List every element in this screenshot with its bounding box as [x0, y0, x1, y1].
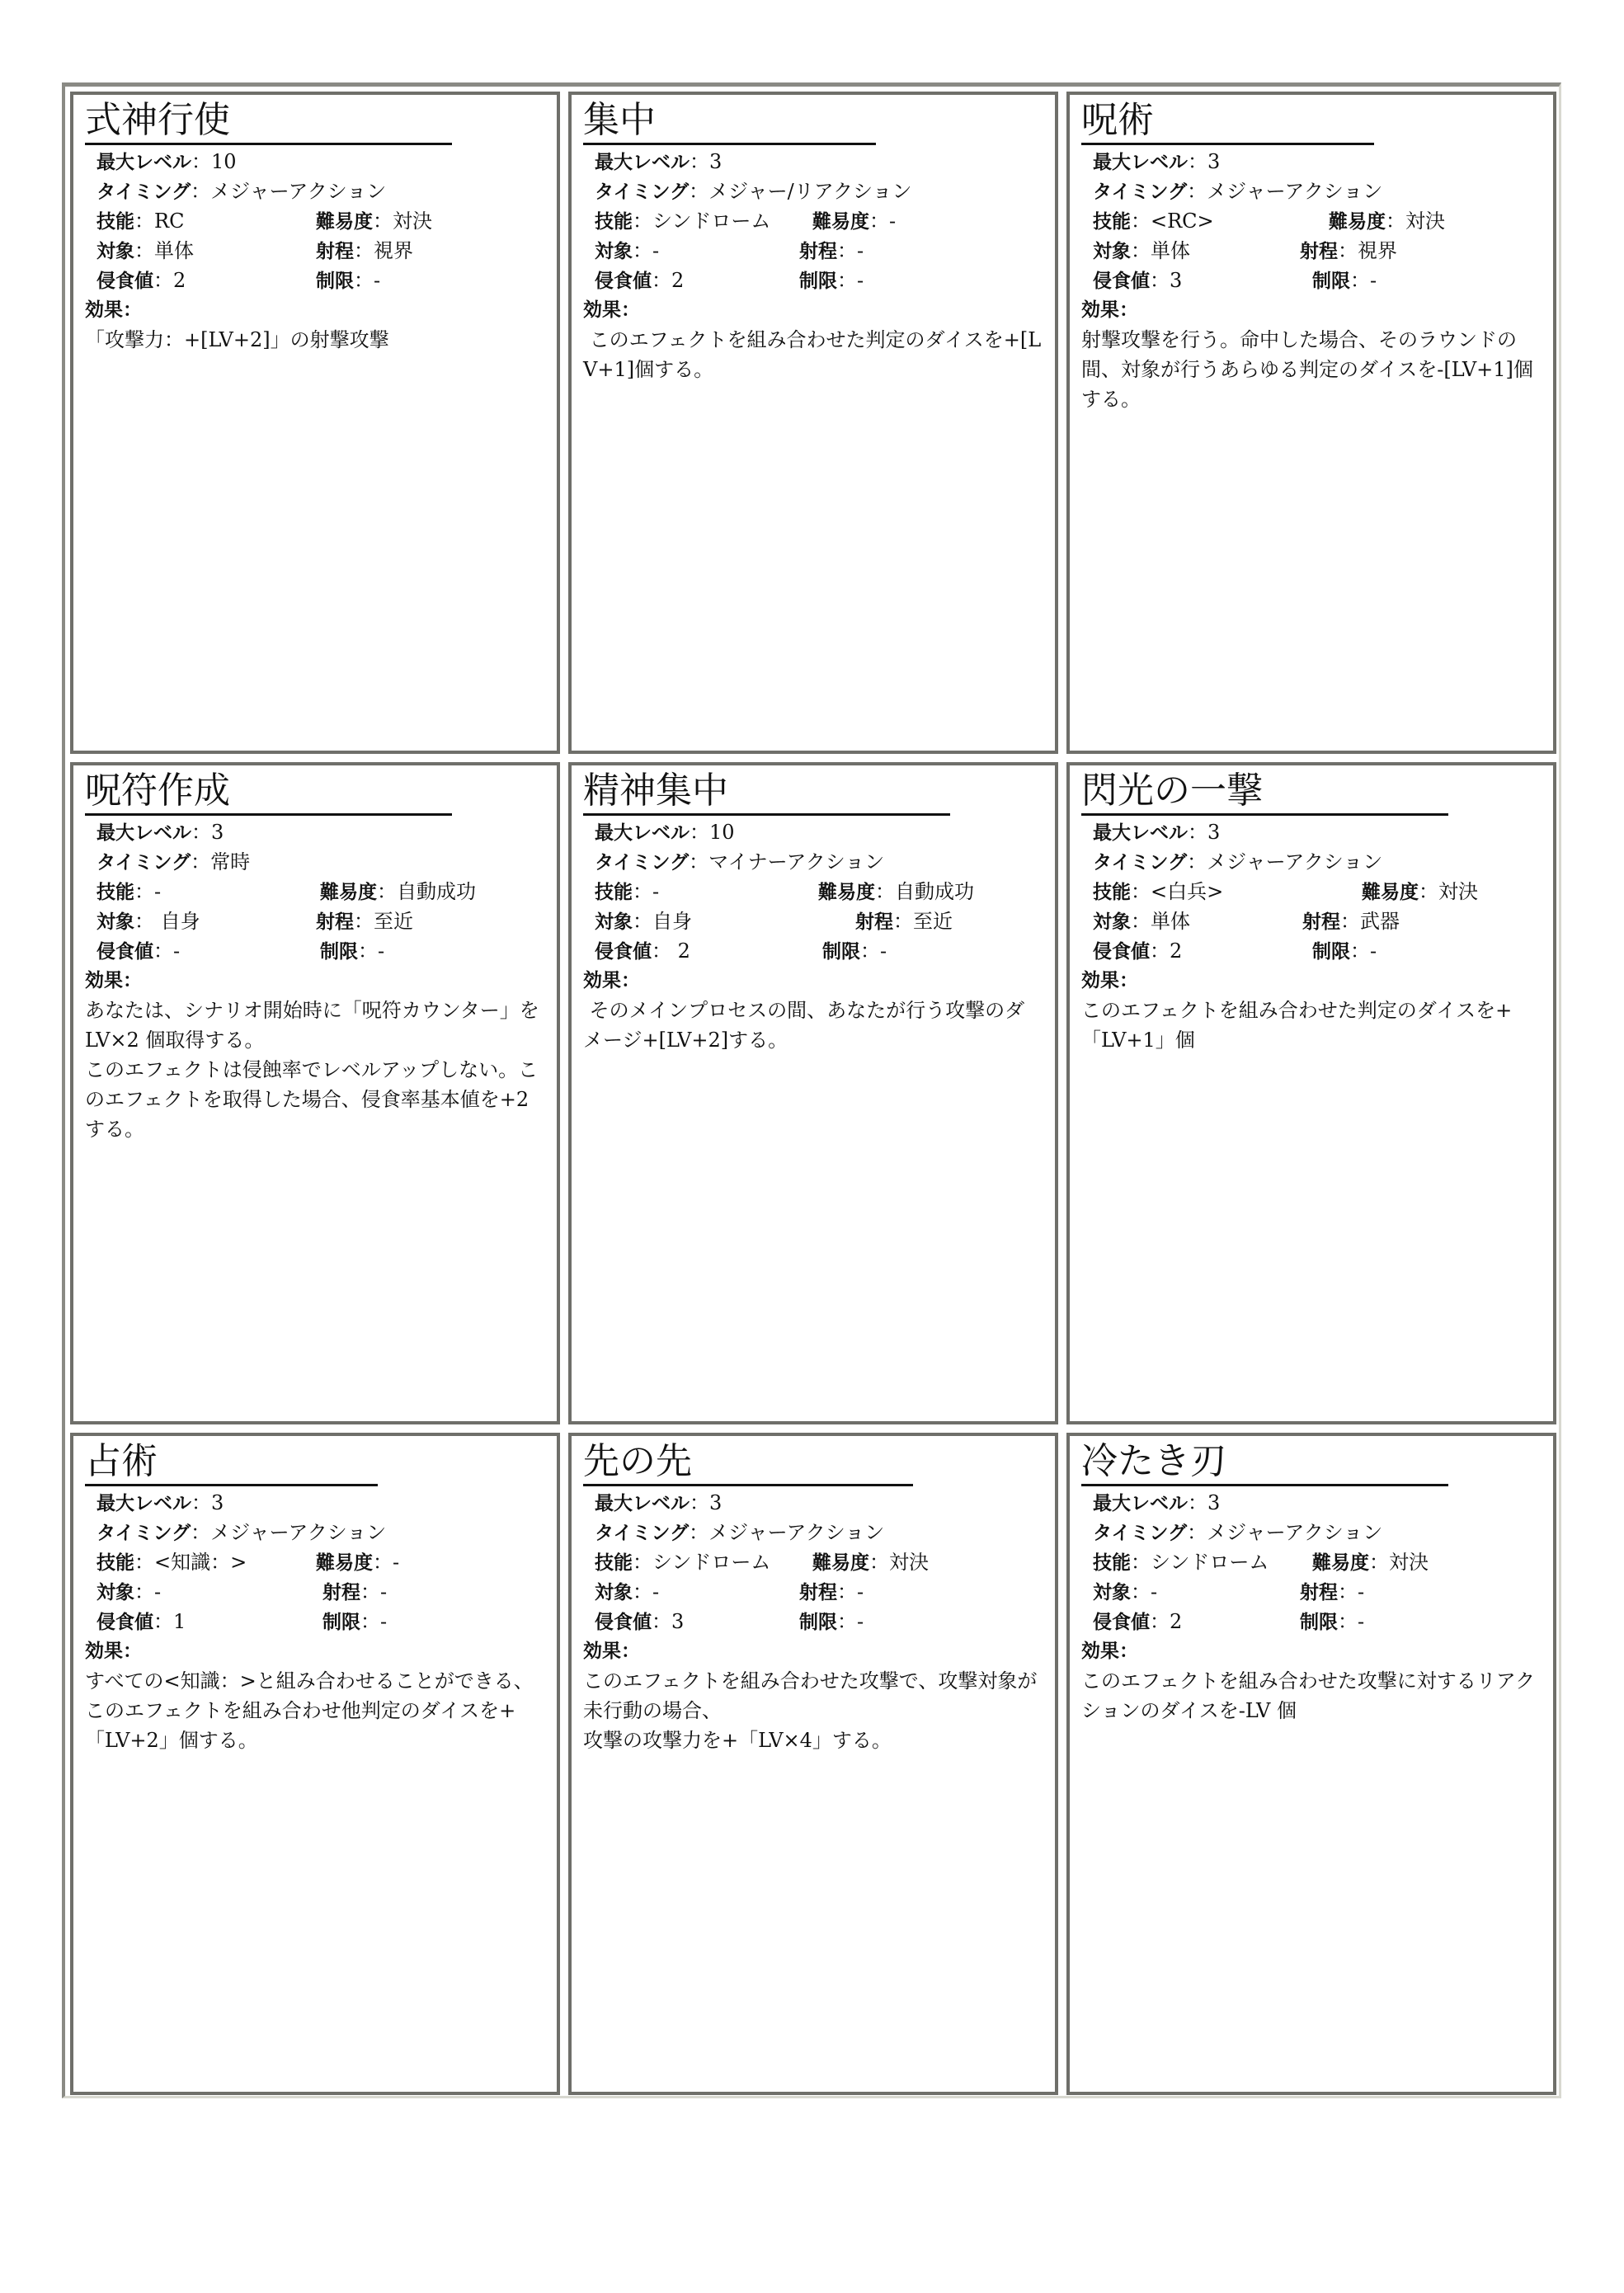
target-label: 対象 — [96, 241, 134, 262]
timing-label: タイミング — [96, 852, 191, 873]
skill-label: 技能 — [1093, 1552, 1131, 1574]
effect-card — [568, 762, 1058, 1424]
erosion-field — [595, 1610, 684, 1633]
limit-label: 制限 — [322, 1612, 360, 1633]
max-level-label: 最大レベル — [1093, 152, 1188, 173]
max-level-value: ：3 — [191, 1491, 224, 1514]
difficulty-label: 難易度 — [316, 211, 373, 233]
effect-label: 効果： — [85, 970, 142, 991]
range-label: 射程 — [1300, 1582, 1338, 1603]
difficulty-value: ：自動成功 — [377, 880, 476, 903]
limit-value: ：- — [354, 269, 381, 292]
timing-value: ：常時 — [191, 850, 251, 873]
skill-label: 技能 — [595, 1552, 633, 1574]
range-label: 射程 — [1300, 241, 1338, 262]
range-label: 射程 — [799, 1582, 837, 1603]
range-value: ：視界 — [1338, 239, 1397, 262]
target-field — [1093, 910, 1190, 933]
limit-label: 制限 — [822, 941, 860, 963]
timing-value: ：メジャーアクション — [191, 180, 387, 203]
card-title: 冷たき刃 — [1081, 1440, 1226, 1482]
range-label: 射程 — [316, 911, 354, 933]
erosion-value: ：2 — [1150, 1610, 1183, 1633]
erosion-value: ：2 — [652, 269, 685, 292]
erosion-label: 侵食値 — [1093, 271, 1150, 292]
erosion-value: ：2 — [1150, 939, 1183, 963]
difficulty-value: ：対決 — [1369, 1551, 1429, 1574]
effect-label: 効果： — [1081, 970, 1138, 991]
skill-value: ：<白兵> — [1131, 880, 1224, 903]
max-level-value: ：3 — [1188, 1491, 1221, 1514]
range-label: 射程 — [799, 241, 837, 262]
target-value: ：単体 — [1131, 239, 1190, 262]
effect-label: 効果： — [85, 299, 142, 321]
effect-label: 効果： — [1081, 299, 1138, 321]
timing-row — [85, 1518, 545, 1547]
effect-card — [1066, 1433, 1556, 2095]
skill-difficulty-row — [85, 206, 545, 236]
effect-text: このエフェクトを組み合わせた判定のダイスを+「LV+1」個 — [1081, 999, 1513, 1052]
target-field — [96, 1580, 161, 1603]
effect-card — [1066, 92, 1556, 754]
skill-field — [96, 1551, 247, 1574]
effect-label: 効果： — [1081, 1641, 1138, 1662]
difficulty-label: 難易度 — [812, 1552, 869, 1574]
effect-text: このエフェクトを組み合わせた攻撃に対するリアクションのダイスを-LV 個 — [1081, 1669, 1536, 1722]
limit-value: ：- — [358, 939, 385, 963]
card-title: 精神集中 — [583, 770, 728, 812]
skill-value: ：- — [134, 880, 162, 903]
target-field — [96, 239, 194, 262]
erosion-field — [96, 939, 180, 963]
effect-label: 効果： — [85, 1641, 142, 1662]
difficulty-label: 難易度 — [1362, 882, 1419, 903]
limit-value: ：- — [360, 1610, 388, 1633]
card-title: 先の先 — [583, 1440, 692, 1482]
target-range-row — [85, 236, 545, 266]
difficulty-field — [1312, 1547, 1429, 1578]
max-level-label: 最大レベル — [96, 1493, 191, 1514]
range-field — [855, 906, 953, 937]
erosion-label: 侵食値 — [1093, 1612, 1150, 1633]
erosion-limit-row — [583, 266, 1043, 295]
limit-value: ：- — [1350, 939, 1377, 963]
erosion-value: ： 2 — [652, 939, 690, 963]
difficulty-field — [320, 877, 476, 907]
erosion-limit-row — [85, 936, 545, 966]
max-level-label: 最大レベル — [595, 152, 690, 173]
timing-value: ：メジャーアクション — [1187, 180, 1383, 203]
erosion-limit-row — [1081, 1607, 1542, 1636]
max-level-label: 最大レベル — [595, 1493, 690, 1514]
max-level-row — [1081, 1488, 1542, 1518]
erosion-limit-row — [1081, 936, 1542, 966]
skill-field — [595, 1551, 770, 1574]
target-field — [1093, 239, 1190, 262]
max-level-row — [85, 817, 545, 847]
target-value: ：- — [134, 1580, 162, 1603]
difficulty-value: ：対決 — [373, 210, 432, 233]
erosion-value: ：1 — [153, 1610, 186, 1633]
timing-label: タイミング — [595, 852, 690, 873]
target-value: ：自身 — [633, 910, 692, 933]
target-range-row — [1081, 906, 1542, 936]
target-value: ：- — [633, 239, 660, 262]
range-value: ：- — [837, 1580, 864, 1603]
title-underline — [583, 143, 876, 145]
limit-field — [320, 936, 384, 967]
limit-value: ：- — [1350, 269, 1377, 292]
target-value: ： 自身 — [134, 910, 200, 933]
title-underline — [85, 143, 452, 145]
timing-row — [583, 1518, 1043, 1547]
limit-field — [1312, 266, 1377, 296]
title-underline — [583, 813, 950, 816]
difficulty-label: 難易度 — [316, 1552, 373, 1574]
target-label: 対象 — [1093, 241, 1131, 262]
skill-label: 技能 — [96, 1552, 134, 1574]
range-value: ：至近 — [893, 910, 953, 933]
effect-label: 効果： — [583, 970, 640, 991]
erosion-value: ：2 — [153, 269, 186, 292]
skill-difficulty-row — [583, 1547, 1043, 1577]
erosion-field — [1093, 269, 1182, 292]
skill-value: ：シンドローム — [1131, 1551, 1269, 1574]
difficulty-label: 難易度 — [320, 882, 377, 903]
limit-label: 制限 — [1300, 1612, 1338, 1633]
timing-row — [583, 847, 1043, 877]
erosion-field — [1093, 939, 1182, 963]
skill-field — [595, 210, 770, 233]
target-field — [96, 910, 200, 933]
timing-value: ：メジャー/リアクション — [689, 180, 912, 203]
range-value: ：武器 — [1340, 910, 1400, 933]
target-field — [1093, 1580, 1157, 1603]
difficulty-value: ：対決 — [869, 1551, 929, 1574]
effect-text: このエフェクトを組み合わせた攻撃で、攻撃対象が未行動の場合、 攻撃の攻撃力を+「LV×4」する。 — [583, 1669, 1038, 1752]
max-level-label: 最大レベル — [96, 152, 191, 173]
timing-label: タイミング — [1093, 852, 1188, 873]
target-range-row — [583, 236, 1043, 266]
max-level-row — [583, 817, 1043, 847]
skill-difficulty-row — [1081, 1547, 1542, 1577]
skill-difficulty-row — [583, 206, 1043, 236]
title-underline — [85, 1484, 378, 1486]
skill-label: 技能 — [1093, 882, 1131, 903]
target-field — [595, 910, 692, 933]
effect-card — [1066, 762, 1556, 1424]
erosion-value: ：3 — [652, 1610, 685, 1633]
difficulty-value: ：対決 — [1386, 210, 1445, 233]
skill-difficulty-row — [85, 877, 545, 906]
erosion-label: 侵食値 — [595, 271, 652, 292]
card-title: 占術 — [85, 1440, 158, 1482]
max-level-label: 最大レベル — [96, 822, 191, 844]
timing-label: タイミング — [1093, 1523, 1188, 1544]
max-level-row — [583, 1488, 1043, 1518]
timing-label: タイミング — [96, 181, 191, 203]
range-label: 射程 — [316, 241, 354, 262]
erosion-value: ：3 — [1150, 269, 1183, 292]
limit-value: ：- — [837, 269, 864, 292]
target-value: ：- — [1131, 1580, 1158, 1603]
erosion-field — [595, 939, 690, 963]
effect-label: 効果： — [583, 299, 640, 321]
skill-difficulty-row — [583, 877, 1043, 906]
title-underline — [85, 813, 452, 816]
card-title: 式神行使 — [85, 99, 230, 141]
timing-label: タイミング — [1093, 181, 1188, 203]
max-level-value: ：3 — [690, 150, 723, 173]
timing-label: タイミング — [595, 181, 690, 203]
timing-row — [85, 847, 545, 877]
target-label: 対象 — [1093, 911, 1131, 933]
skill-value: ：<知識：> — [134, 1551, 247, 1574]
target-range-row — [583, 906, 1043, 936]
target-value: ：単体 — [134, 239, 194, 262]
target-value: ：- — [633, 1580, 660, 1603]
timing-value: ：メジャーアクション — [1187, 1521, 1383, 1544]
limit-field — [822, 936, 887, 967]
erosion-value: ：- — [153, 939, 181, 963]
limit-value: ：- — [860, 939, 887, 963]
target-label: 対象 — [96, 911, 134, 933]
skill-value: ：シンドローム — [633, 210, 771, 233]
limit-value: ：- — [837, 1610, 864, 1633]
limit-label: 制限 — [1312, 941, 1350, 963]
limit-label: 制限 — [316, 271, 354, 292]
difficulty-label: 難易度 — [818, 882, 875, 903]
effect-card — [70, 1433, 560, 2095]
title-underline — [1081, 143, 1374, 145]
card-title: 集中 — [583, 99, 656, 141]
skill-label: 技能 — [96, 882, 134, 903]
skill-label: 技能 — [595, 882, 633, 903]
skill-difficulty-row — [1081, 206, 1542, 236]
range-label: 射程 — [1302, 911, 1340, 933]
range-value: ：- — [837, 239, 864, 262]
max-level-value: ：3 — [1188, 150, 1221, 173]
skill-field — [595, 880, 659, 903]
max-level-value: ：3 — [690, 1491, 723, 1514]
effect-text: あなたは、シナリオ開始時に「呪符カウンター」を LV×2 個取得する。 このエフェクトは侵蝕率でレベルアップしない。このエフェクトを取得した場合、侵食率基本値を+2 する。 — [85, 999, 539, 1141]
effect-card — [568, 1433, 1058, 2095]
range-value: ：視界 — [354, 239, 413, 262]
max-level-row — [1081, 147, 1542, 177]
skill-label: 技能 — [595, 211, 633, 233]
max-level-label: 最大レベル — [1093, 822, 1188, 844]
erosion-limit-row — [85, 266, 545, 295]
range-label: 射程 — [855, 911, 893, 933]
limit-field — [799, 266, 864, 296]
target-label: 対象 — [595, 911, 633, 933]
difficulty-field — [818, 877, 974, 907]
target-label: 対象 — [96, 1582, 134, 1603]
limit-field — [1312, 936, 1377, 967]
difficulty-field — [812, 206, 896, 237]
skill-label: 技能 — [1093, 211, 1131, 233]
timing-row — [583, 177, 1043, 206]
erosion-limit-row — [583, 1607, 1043, 1636]
max-level-value: ：3 — [191, 821, 224, 844]
erosion-label: 侵食値 — [595, 1612, 652, 1633]
max-level-value: ：10 — [690, 821, 735, 844]
timing-row — [1081, 847, 1542, 877]
max-level-row — [85, 1488, 545, 1518]
erosion-label: 侵食値 — [595, 941, 652, 963]
target-field — [595, 239, 659, 262]
limit-label: 制限 — [320, 941, 358, 963]
effect-card — [568, 92, 1058, 754]
target-range-row — [1081, 236, 1542, 266]
erosion-field — [595, 269, 684, 292]
skill-field — [96, 210, 184, 233]
difficulty-field — [1362, 877, 1478, 907]
timing-value: ：メジャーアクション — [191, 1521, 387, 1544]
target-field — [595, 1580, 659, 1603]
erosion-label: 侵食値 — [1093, 941, 1150, 963]
range-label: 射程 — [322, 1582, 360, 1603]
target-label: 対象 — [595, 241, 633, 262]
target-range-row — [85, 906, 545, 936]
skill-value: ：- — [633, 880, 660, 903]
erosion-label: 侵食値 — [96, 1612, 153, 1633]
range-field — [799, 236, 864, 266]
title-underline — [583, 1484, 913, 1486]
card-title: 閃光の一撃 — [1081, 770, 1263, 812]
timing-label: タイミング — [96, 1523, 191, 1544]
timing-row — [1081, 177, 1542, 206]
title-underline — [1081, 1484, 1448, 1486]
skill-value: ：RC — [134, 210, 185, 233]
limit-label: 制限 — [799, 271, 837, 292]
difficulty-value: ：- — [373, 1551, 400, 1574]
erosion-limit-row — [1081, 266, 1542, 295]
limit-field — [1300, 1607, 1364, 1637]
timing-row — [85, 177, 545, 206]
target-range-row — [1081, 1577, 1542, 1607]
difficulty-value: ：対決 — [1419, 880, 1478, 903]
erosion-field — [96, 269, 186, 292]
erosion-label: 侵食値 — [96, 271, 153, 292]
skill-field — [1093, 210, 1214, 233]
effect-text: すべての<知識：>と組み合わせることができる、このエフェクトを組み合わせ他判定のダイスを+「LV+2」個する。 — [85, 1669, 534, 1752]
range-field — [1300, 1577, 1364, 1608]
max-level-label: 最大レベル — [595, 822, 690, 844]
limit-label: 制限 — [799, 1612, 837, 1633]
max-level-row — [583, 147, 1043, 177]
range-value: ：- — [1338, 1580, 1365, 1603]
effect-text: 射撃攻撃を行う。命中した場合、そのラウンドの間、対象が行うあらゆる判定のダイスを-[LV+1]個する。 — [1081, 328, 1533, 411]
title-underline — [1081, 813, 1448, 816]
erosion-limit-row — [85, 1607, 545, 1636]
max-level-label: 最大レベル — [1093, 1493, 1188, 1514]
effect-text: このエフェクトを組み合わせた判定のダイスを+[LV+1]個する。 — [583, 328, 1042, 381]
max-level-value: ：10 — [191, 150, 237, 173]
difficulty-label: 難易度 — [1329, 211, 1386, 233]
difficulty-field — [1329, 206, 1445, 237]
difficulty-field — [316, 206, 432, 237]
skill-field — [1093, 1551, 1269, 1574]
erosion-label: 侵食値 — [96, 941, 153, 963]
timing-value: ：メジャーアクション — [689, 1521, 885, 1544]
erosion-field — [96, 1610, 186, 1633]
limit-field — [316, 266, 380, 296]
effect-card — [70, 92, 560, 754]
difficulty-label: 難易度 — [1312, 1552, 1369, 1574]
range-value: ：至近 — [354, 910, 413, 933]
effect-text: そのメインプロセスの間、あなたが行う攻撃のダメージ+[LV+2]する。 — [583, 999, 1025, 1052]
range-value: ：- — [360, 1580, 388, 1603]
effect-card — [70, 762, 560, 1424]
skill-field — [1093, 880, 1223, 903]
difficulty-value: ：自動成功 — [875, 880, 974, 903]
skill-value: ：<RC> — [1131, 210, 1214, 233]
target-range-row — [583, 1577, 1043, 1607]
limit-label: 制限 — [1312, 271, 1350, 292]
limit-field — [322, 1607, 387, 1637]
max-level-row — [85, 147, 545, 177]
timing-value: ：マイナーアクション — [689, 850, 885, 873]
skill-value: ：シンドローム — [633, 1551, 771, 1574]
max-level-row — [1081, 817, 1542, 847]
range-field — [316, 906, 413, 937]
limit-value: ：- — [1338, 1610, 1365, 1633]
target-label: 対象 — [595, 1582, 633, 1603]
max-level-value: ：3 — [1188, 821, 1221, 844]
difficulty-field — [812, 1547, 929, 1578]
timing-value: ：メジャーアクション — [1187, 850, 1383, 873]
difficulty-field — [316, 1547, 399, 1578]
timing-label: タイミング — [595, 1523, 690, 1544]
effect-label: 効果： — [583, 1641, 640, 1662]
target-range-row — [85, 1577, 545, 1607]
range-field — [322, 1577, 387, 1608]
range-field — [799, 1577, 864, 1608]
skill-field — [96, 880, 161, 903]
target-label: 対象 — [1093, 1582, 1131, 1603]
skill-label: 技能 — [96, 211, 134, 233]
difficulty-label: 難易度 — [812, 211, 869, 233]
timing-row — [1081, 1518, 1542, 1547]
effect-text: 「攻撃力：+[LV+2]」の射撃攻撃 — [85, 328, 389, 351]
difficulty-value: ：- — [869, 210, 897, 233]
range-field — [1300, 236, 1397, 266]
card-title: 呪符作成 — [85, 770, 230, 812]
range-field — [1302, 906, 1400, 937]
skill-difficulty-row — [1081, 877, 1542, 906]
limit-field — [799, 1607, 864, 1637]
erosion-limit-row — [583, 936, 1043, 966]
skill-difficulty-row — [85, 1547, 545, 1577]
target-value: ：単体 — [1131, 910, 1190, 933]
erosion-field — [1093, 1610, 1182, 1633]
effect-card-sheet — [62, 82, 1561, 2098]
card-title: 呪術 — [1081, 99, 1154, 141]
range-field — [316, 236, 413, 266]
